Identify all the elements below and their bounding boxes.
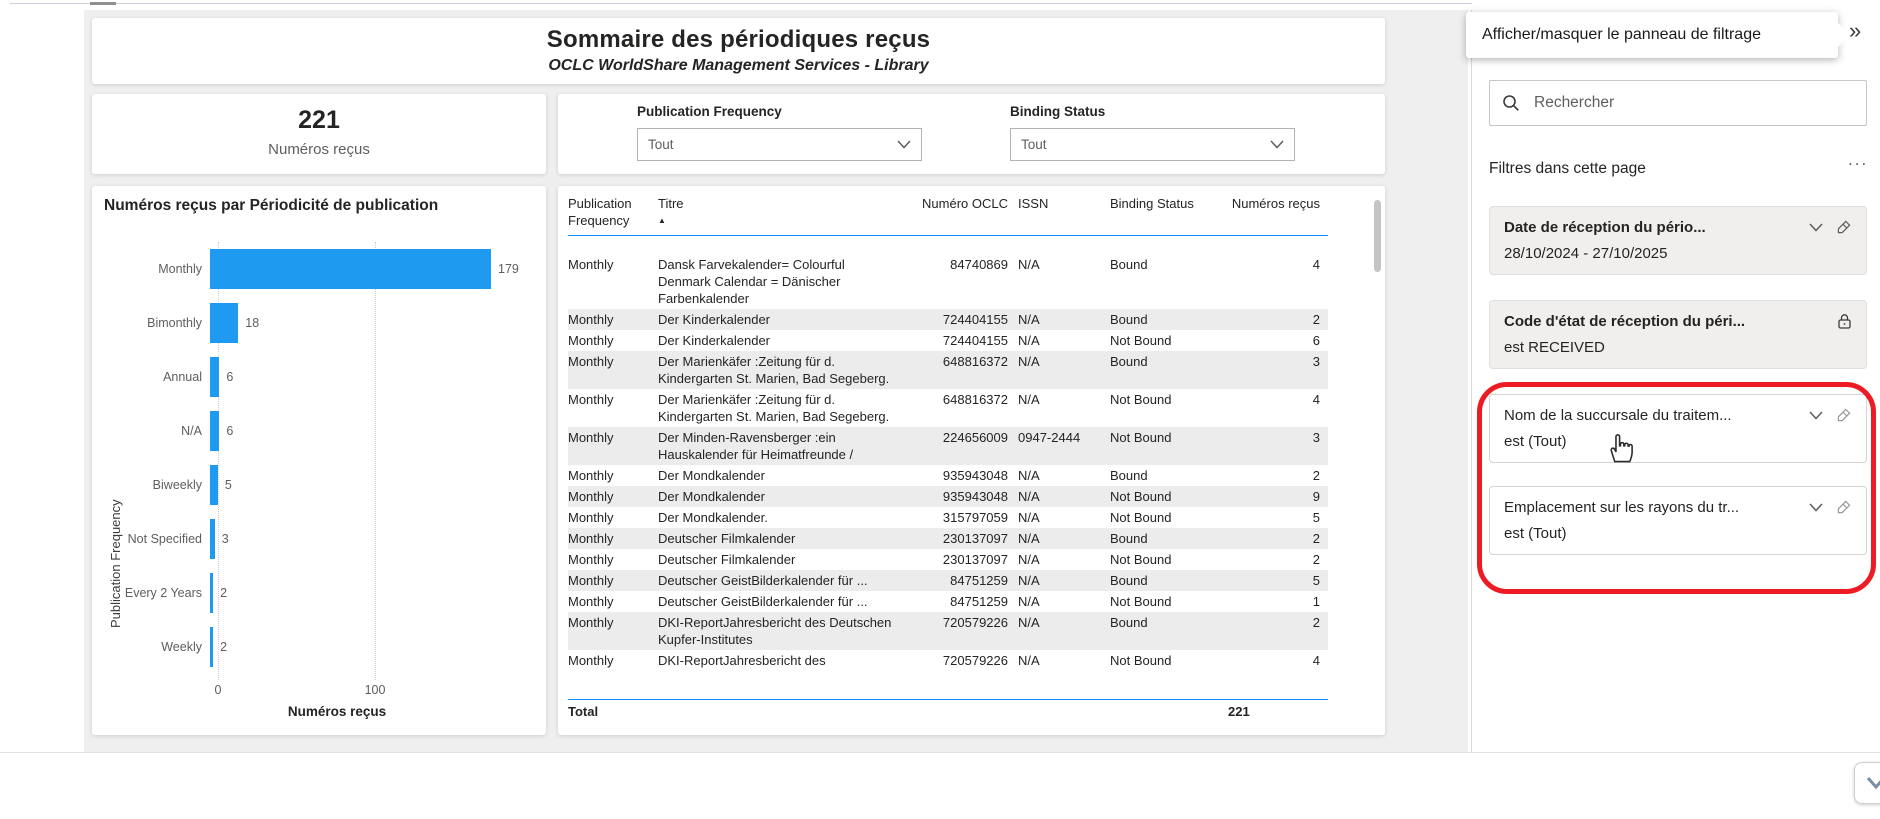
bar-chart-plot	[92, 242, 546, 674]
table-cell: Deutscher Filmkalender	[658, 552, 796, 567]
table-row[interactable]	[568, 612, 1328, 650]
table-row[interactable]	[568, 591, 1328, 612]
table-cell: Not Bound	[1110, 594, 1172, 609]
category-label: Biweekly	[152, 478, 202, 492]
table-cell: 2	[1312, 468, 1320, 483]
table-cell: Monthly	[568, 594, 614, 609]
eraser-icon[interactable]	[1835, 499, 1852, 516]
filter-title: Date de réception du pério...	[1504, 219, 1706, 236]
table-cell: Bound	[1110, 312, 1148, 327]
filter-title: Nom de la succursale du traitem...	[1504, 407, 1732, 424]
search-input[interactable]	[1534, 94, 1824, 112]
table-cell: Not Bound	[1110, 489, 1172, 504]
bar-row	[92, 458, 546, 512]
table-cell: Deutscher GeistBilderkalender für ...	[658, 573, 868, 588]
chevron-down-icon[interactable]	[1809, 503, 1823, 512]
table-cell: Monthly	[568, 430, 614, 445]
table-cell: Monthly	[568, 615, 614, 630]
eraser-icon[interactable]	[1835, 407, 1852, 424]
category-label: Weekly	[161, 640, 202, 654]
filter-card-date-reception[interactable]	[1489, 206, 1867, 275]
table-cell: 224656009	[942, 430, 1008, 445]
top-border-accent	[90, 2, 116, 5]
table-cell: 648816372	[942, 354, 1008, 369]
table-cell: Not Bound	[1110, 333, 1172, 348]
report-canvas	[84, 10, 1468, 752]
table-cell: 2	[1312, 615, 1320, 630]
table-cell: 720579226	[942, 615, 1008, 630]
table-cell: Monthly	[568, 312, 614, 327]
filter-value: 28/10/2024 - 27/10/2025	[1504, 245, 1668, 262]
table-cell: Der Mondkalender	[658, 468, 765, 483]
bar-value-label: 179	[498, 262, 519, 276]
table-cell: 935943048	[942, 468, 1008, 483]
table-row[interactable]	[568, 351, 1328, 389]
bar[interactable]	[210, 249, 491, 289]
bar-row	[92, 350, 546, 404]
table-cell: Monthly	[568, 392, 614, 407]
table-cell: Bound	[1110, 257, 1148, 272]
collapse-pane-icon[interactable]: »	[1849, 18, 1862, 43]
table-cell: Der Marienkäfer :Zeitung für d. Kindergarten St. Marien, Bad Segeberg.	[658, 392, 890, 424]
bar-value-label: 2	[220, 640, 228, 654]
table-cell: 84751259	[950, 594, 1008, 609]
table-cell: Not Bound	[1110, 552, 1172, 567]
chevron-down-icon[interactable]	[1809, 411, 1823, 420]
scroll-down-button[interactable]	[1854, 762, 1880, 804]
table-cell: Monthly	[568, 531, 614, 546]
table-cell: 4	[1312, 257, 1320, 272]
table-cell: 720579226	[942, 653, 1008, 668]
table-cell: Der Kinderkalender	[658, 333, 771, 348]
table-cell: N/A	[1018, 653, 1040, 668]
table-body	[568, 254, 1328, 699]
bar[interactable]	[210, 573, 213, 613]
table-row[interactable]	[568, 330, 1328, 351]
table-cell: Der Mondkalender	[658, 489, 765, 504]
table-row[interactable]	[568, 389, 1328, 427]
table-cell: 2	[1312, 531, 1320, 546]
bar[interactable]	[210, 627, 213, 667]
dropdown-value: Tout	[648, 137, 674, 152]
publication-frequency-dropdown[interactable]	[637, 128, 922, 161]
x-tick-0: 0	[214, 683, 222, 697]
table-cell: Monthly	[568, 552, 614, 567]
page-subtitle: OCLC WorldShare Management Services - Library	[548, 57, 929, 74]
table-cell: 9	[1312, 489, 1320, 504]
chart-y-axis-title: Publication Frequency	[108, 499, 123, 628]
filter-value: est (Tout)	[1504, 433, 1567, 450]
filter-value: est RECEIVED	[1504, 339, 1605, 356]
category-label: Bimonthly	[147, 316, 202, 330]
filter-value: est (Tout)	[1504, 525, 1567, 542]
category-label: Every 2 Years	[124, 586, 202, 600]
filter-search-box[interactable]	[1489, 80, 1867, 126]
table-cell: Monthly	[568, 257, 614, 272]
table-cell: 6	[1312, 333, 1320, 348]
table-row[interactable]	[568, 465, 1328, 486]
table-row[interactable]	[568, 507, 1328, 528]
bar-value-label: 3	[221, 532, 229, 546]
dropdown-value: Tout	[1021, 137, 1047, 152]
kpi-value: 221	[298, 106, 340, 134]
page-title: Sommaire des périodiques reçus	[546, 26, 931, 53]
eraser-icon[interactable]	[1835, 219, 1852, 236]
column-header-binding-status[interactable]: Binding Status	[1110, 196, 1194, 211]
slicer-publication-frequency	[637, 104, 922, 161]
table-cell: 5	[1312, 510, 1320, 525]
bar-value-label: 18	[245, 316, 260, 330]
table-cell: 230137097	[942, 552, 1008, 567]
table-cell: N/A	[1018, 573, 1040, 588]
table-cell: Monthly	[568, 333, 614, 348]
table-cell: Der Minden-Ravensberger :ein Hauskalender für Heimatfreunde /	[658, 430, 854, 462]
table-cell: N/A	[1018, 354, 1040, 369]
table-cell: N/A	[1018, 594, 1040, 609]
table-cell: Not Bound	[1110, 430, 1172, 445]
table-cell: N/A	[1018, 392, 1040, 407]
table-cell: Monthly	[568, 354, 614, 369]
bar[interactable]	[210, 519, 215, 559]
table-cell: N/A	[1018, 333, 1040, 348]
column-header-publication-frequency[interactable]: Publication Frequency	[568, 196, 632, 228]
table-cell: 4	[1312, 653, 1320, 668]
table-cell: Not Bound	[1110, 510, 1172, 525]
table-cell: N/A	[1018, 552, 1040, 567]
bar-row	[92, 512, 546, 566]
filter-pane-tooltip: Afficher/masquer le panneau de filtrage	[1466, 12, 1838, 58]
chart-title: Numéros reçus par Périodicité de publication	[104, 197, 439, 214]
chart-x-axis-title: Numéros reçus	[287, 704, 387, 719]
bar[interactable]	[210, 303, 238, 343]
filter-pane	[1472, 0, 1880, 752]
category-label: Monthly	[158, 262, 202, 276]
table-cell: 2	[1312, 312, 1320, 327]
column-header-issn[interactable]: ISSN	[1018, 196, 1049, 211]
bar-value-label: 5	[224, 478, 232, 492]
cursor-pointer-icon	[1604, 430, 1634, 464]
table-row[interactable]	[568, 549, 1328, 570]
table-cell: 724404155	[942, 333, 1008, 348]
table-cell: 2	[1312, 552, 1320, 567]
x-tick-100: 100	[364, 683, 386, 697]
lock-icon[interactable]	[1837, 313, 1852, 330]
table-row[interactable]	[568, 528, 1328, 549]
bar-row	[92, 296, 546, 350]
table-cell: DKI-ReportJahresbericht des	[658, 653, 826, 668]
table-cell: Der Kinderkalender	[658, 312, 771, 327]
table-cell: N/A	[1018, 531, 1040, 546]
table-cell: 5	[1312, 573, 1320, 588]
table-cell: N/A	[1018, 257, 1040, 272]
table-cell: Not Bound	[1110, 392, 1172, 407]
table-cell: Bound	[1110, 531, 1148, 546]
table-header-row	[568, 196, 1328, 236]
table-cell: Der Marienkäfer :Zeitung für d. Kindergarten St. Marien, Bad Segeberg.	[658, 354, 890, 386]
table-cell: Bound	[1110, 354, 1148, 369]
total-value: 221	[1228, 704, 1250, 719]
bar-value-label: 6	[226, 424, 234, 438]
filter-card-nom-succursale[interactable]	[1489, 394, 1867, 463]
column-header-titre[interactable]: Titre ▲	[658, 196, 898, 230]
table-row[interactable]	[568, 427, 1328, 465]
table-cell: 84740869	[950, 257, 1008, 272]
bar[interactable]	[210, 357, 219, 397]
table-cell: 84751259	[950, 573, 1008, 588]
table-cell: N/A	[1018, 489, 1040, 504]
chevron-down-icon	[1865, 776, 1880, 790]
table-cell: Monthly	[568, 573, 614, 588]
column-header-numero-oclc[interactable]: Numéro OCLC	[922, 196, 1008, 211]
table-row[interactable]	[568, 650, 1328, 671]
bar-row	[92, 242, 546, 296]
table-cell: 3	[1312, 354, 1320, 369]
table-cell: N/A	[1018, 468, 1040, 483]
table-cell: 724404155	[942, 312, 1008, 327]
slicer-label: Binding Status	[1010, 104, 1106, 119]
bar-chart-card	[92, 186, 546, 735]
report-title-card	[92, 18, 1385, 84]
category-label: Annual	[163, 370, 202, 384]
binding-status-dropdown[interactable]	[1010, 128, 1295, 161]
table-cell: N/A	[1018, 615, 1040, 630]
table-cell: DKI-ReportJahresbericht des Deutschen Kupfer-Institutes	[658, 615, 892, 647]
bar-row	[92, 404, 546, 458]
bar[interactable]	[210, 411, 219, 451]
table-card	[558, 186, 1385, 735]
category-label: N/A	[181, 424, 202, 438]
slicer-label: Publication Frequency	[637, 104, 782, 119]
table-cell: Deutscher GeistBilderkalender für ...	[658, 594, 868, 609]
table-cell: N/A	[1018, 510, 1040, 525]
table-cell: Monthly	[568, 468, 614, 483]
bar-value-label: 2	[220, 586, 228, 600]
filter-card-emplacement-rayons[interactable]	[1489, 486, 1867, 555]
table-scrollbar-thumb[interactable]	[1374, 200, 1381, 272]
slicer-card	[558, 94, 1385, 174]
table-cell: Deutscher Filmkalender	[658, 531, 796, 546]
table-row[interactable]	[568, 486, 1328, 507]
table-row[interactable]	[568, 254, 1328, 309]
table-cell: 3	[1312, 430, 1320, 445]
table-cell: Not Bound	[1110, 653, 1172, 668]
table-cell: N/A	[1018, 312, 1040, 327]
bar[interactable]	[210, 465, 218, 505]
table-cell: Bound	[1110, 615, 1148, 630]
kpi-card-numeros-recus[interactable]	[92, 94, 546, 174]
bar-row	[92, 566, 546, 620]
bar-value-label: 6	[226, 370, 234, 384]
table-total-row	[568, 699, 1328, 719]
filter-title: Code d'état de réception du péri...	[1504, 313, 1746, 330]
table-cell: 648816372	[942, 392, 1008, 407]
category-label: Not Specified	[127, 532, 202, 546]
table-cell: 230137097	[942, 531, 1008, 546]
table-cell: Monthly	[568, 489, 614, 504]
table-cell: 315797059	[942, 510, 1008, 525]
filter-title: Emplacement sur les rayons du tr...	[1504, 499, 1740, 516]
table-row[interactable]	[568, 309, 1328, 330]
table-row[interactable]	[568, 570, 1328, 591]
table-cell: Der Mondkalender.	[658, 510, 768, 525]
canvas-bottom-line	[0, 752, 1880, 753]
more-options-icon[interactable]: ...	[1848, 150, 1869, 169]
bar-row	[92, 620, 546, 674]
column-header-numeros-recus[interactable]: Numéros reçus	[1231, 196, 1320, 211]
search-icon	[1502, 94, 1520, 112]
table-cell: Bound	[1110, 573, 1148, 588]
table-cell: Bound	[1110, 468, 1148, 483]
filters-section-title: Filtres dans cette page	[1489, 160, 1646, 177]
table-cell: 4	[1312, 392, 1320, 407]
table-cell: 935943048	[942, 489, 1008, 504]
kpi-label: Numéros reçus	[268, 141, 370, 158]
chevron-down-icon	[897, 140, 911, 149]
filter-card-code-etat-reception[interactable]	[1489, 300, 1867, 369]
total-label: Total	[568, 704, 599, 719]
sort-ascending-icon: ▲	[658, 215, 666, 225]
chevron-down-icon	[1270, 140, 1284, 149]
slicer-binding-status	[1010, 104, 1295, 161]
table-cell: 0947-2444	[1018, 430, 1081, 445]
chevron-down-icon[interactable]	[1809, 223, 1823, 232]
table-cell: Dansk Farvekalender= Colourful Denmark Calendar = Dänischer Farbenkalender	[658, 257, 845, 306]
table-cell: Monthly	[568, 510, 614, 525]
table-cell: 1	[1312, 594, 1320, 609]
table-cell: Monthly	[568, 653, 614, 668]
